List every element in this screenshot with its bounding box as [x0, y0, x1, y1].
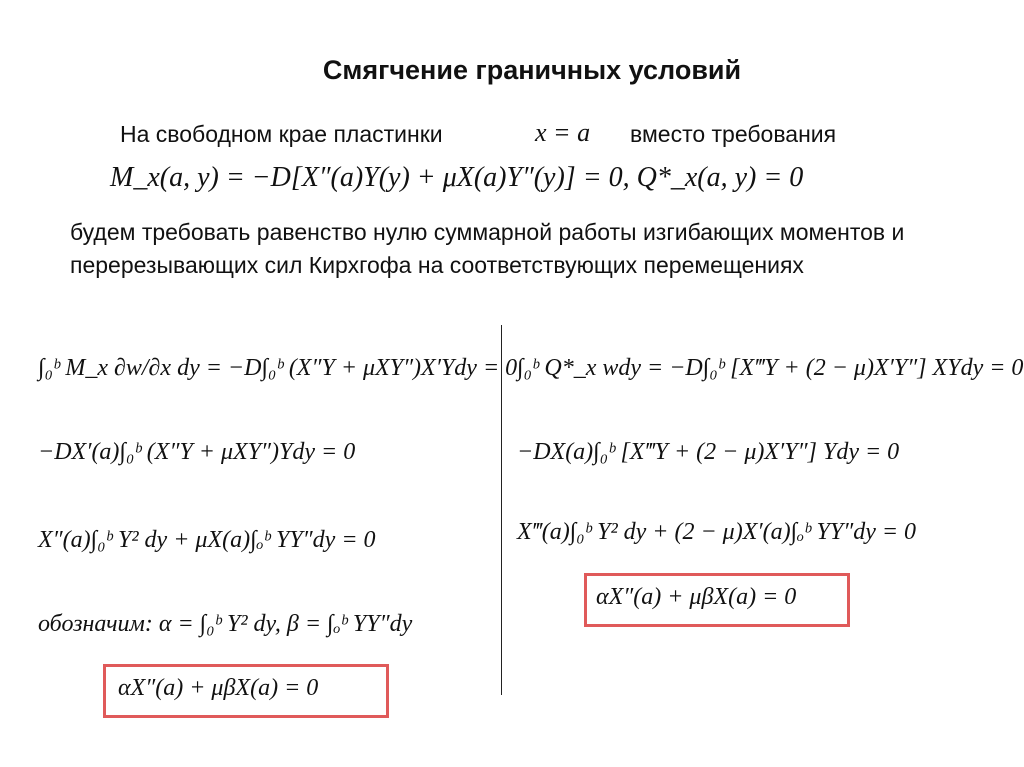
- right-eq-2: −DX(a)∫₀ᵇ [X‴Y + (2 − μ)X′Y″] Ydy = 0: [517, 439, 900, 465]
- right-eq-1: ∫₀ᵇ Q*_x wdy = −D∫₀ᵇ [X‴Y + (2 − μ)X′Y″] XYdy = 0: [517, 355, 1024, 381]
- left-eq-3: X″(a)∫₀ᵇ Y² dy + μX(a)∫ₒᵇ YY″dy = 0: [38, 527, 376, 553]
- page-title: Смягчение граничных условий: [322, 55, 742, 85]
- left-result-equation: αX″(a) + μβX(a) = 0: [118, 675, 319, 701]
- intro-equation: x = a: [535, 118, 591, 147]
- right-result-equation: αX″(a) + μβX(a) = 0: [596, 584, 797, 610]
- intro-text-2: вместо требования: [630, 121, 837, 147]
- body-paragraph: будем требовать равенство нулю суммарной работы изгибающих моментов и перерезывающих сил Кирхгофа на соответствующих перемещениях: [70, 219, 905, 278]
- right-eq-3: X‴(a)∫₀ᵇ Y² dy + (2 − μ)X′(a)∫ₒᵇ YY″dy = 0: [517, 519, 917, 545]
- left-eq-2: −DX′(a)∫₀ᵇ (X″Y + μXY″)Ydy = 0: [38, 439, 356, 465]
- left-eq-4: α = ∫₀ᵇ Y² dy, β = ∫ₒᵇ YY″dy: [158, 611, 413, 637]
- boundary-condition-equation: M_x(a, y) = −D[X″(a)Y(y) + μX(a)Y″(y)] = 0, Q*_x(a, y) = 0: [110, 162, 804, 193]
- left-eq-1: ∫₀ᵇ M_x ∂w/∂x dy = −D∫₀ᵇ (X″Y + μXY″)X′Ydy = 0: [38, 355, 518, 381]
- left-eq-4-label: обозначим: [38, 611, 145, 637]
- intro-text: На свободном крае пластинки: [120, 121, 443, 147]
